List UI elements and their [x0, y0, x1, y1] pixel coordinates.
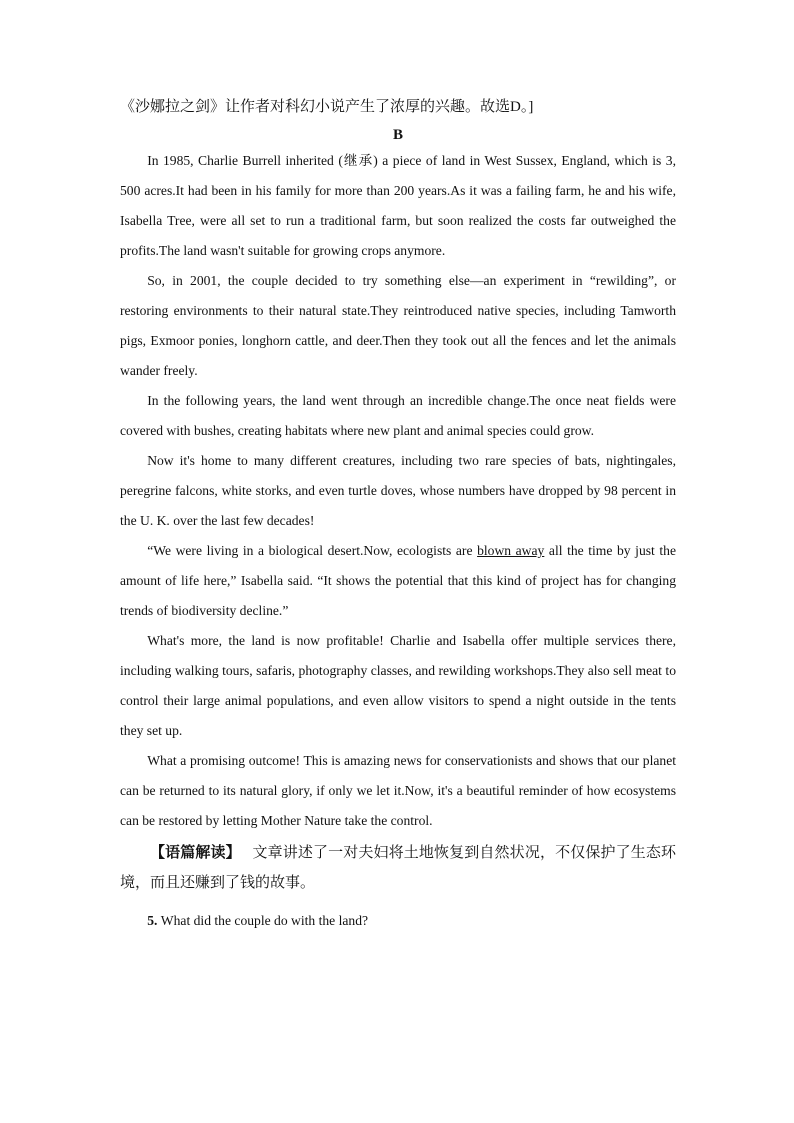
previous-answer-text: 《沙娜拉之剑》让作者对科幻小说产生了浓厚的兴趣。故选D。]: [120, 99, 534, 115]
passage-analysis: [120, 838, 676, 898]
question-5: [120, 906, 676, 936]
passage-paragraph-4: Now it's home to many different creatures, including two rare species of bats, nightingales, peregrine falcons, white storks, and even turtle doves, whose numbers have dropped by 98 percent in the U. K. over the last few decades!: [120, 453, 676, 528]
passage-paragraph-1: In 1985, Charlie Burrell inherited (继承) a piece of land in West Sussex, England, which is 3, 500 acres.It had been in his family for more than 200 years.As it was a failing farm, he and his wife, Isabella Tree, were all set to run a traditional farm, but soon realized the costs far outweighed the profits.The land wasn't suitable for growing crops anymore.: [120, 153, 676, 258]
passage-paragraph-5: “We were living in a biological desert.Now, ecologists are blown away all the time by just the amount of life here,” Isabella said. “It shows the potential that this kind of project has for changing trends of biodiversity decline.”: [120, 543, 676, 618]
passage-paragraph-2: So, in 2001, the couple decided to try something else—an experiment in “rewilding”, or restoring environments to their natural state.They reintroduced native species, including Tamworth pigs, Exmoor ponies, longhorn cattle, and deer.Then they took out all the fences and let the animals wander freely.: [120, 273, 676, 378]
passage: [120, 146, 676, 836]
question-text: What did the couple do with the land?: [160, 913, 369, 928]
section-label: B: [392, 127, 403, 143]
passage-paragraph-3: In the following years, the land went through an incredible change.The once neat fields were covered with bushes, creating habitats where new plant and animal species could grow.: [120, 393, 676, 438]
analysis-tag: 【语篇解读】: [150, 845, 241, 861]
question-number: 5.: [147, 913, 158, 928]
passage-paragraph-6: What's more, the land is now profitable! Charlie and Isabella offer multiple services there, including walking tours, safaris, photography classes, and rewilding workshops.They also sell meat to control their large animal populations, and even allow visitors to spend a night outside in the tents they set up.: [120, 633, 676, 738]
document-page: [120, 96, 676, 936]
passage-paragraph-7: What a promising outcome! This is amazing news for conservationists and shows that our planet can be returned to its natural glory, if only we let it.Now, it's a beautiful reminder of how ecosystems can be restored by letting Mother Nature take the control.: [120, 753, 676, 828]
underlined-phrase: blown away: [477, 543, 545, 558]
analysis-text: 文章讲述了一对夫妇将土地恢复到自然状况，不仅保护了生态环境，而且还赚到了钱的故事。: [120, 845, 676, 891]
